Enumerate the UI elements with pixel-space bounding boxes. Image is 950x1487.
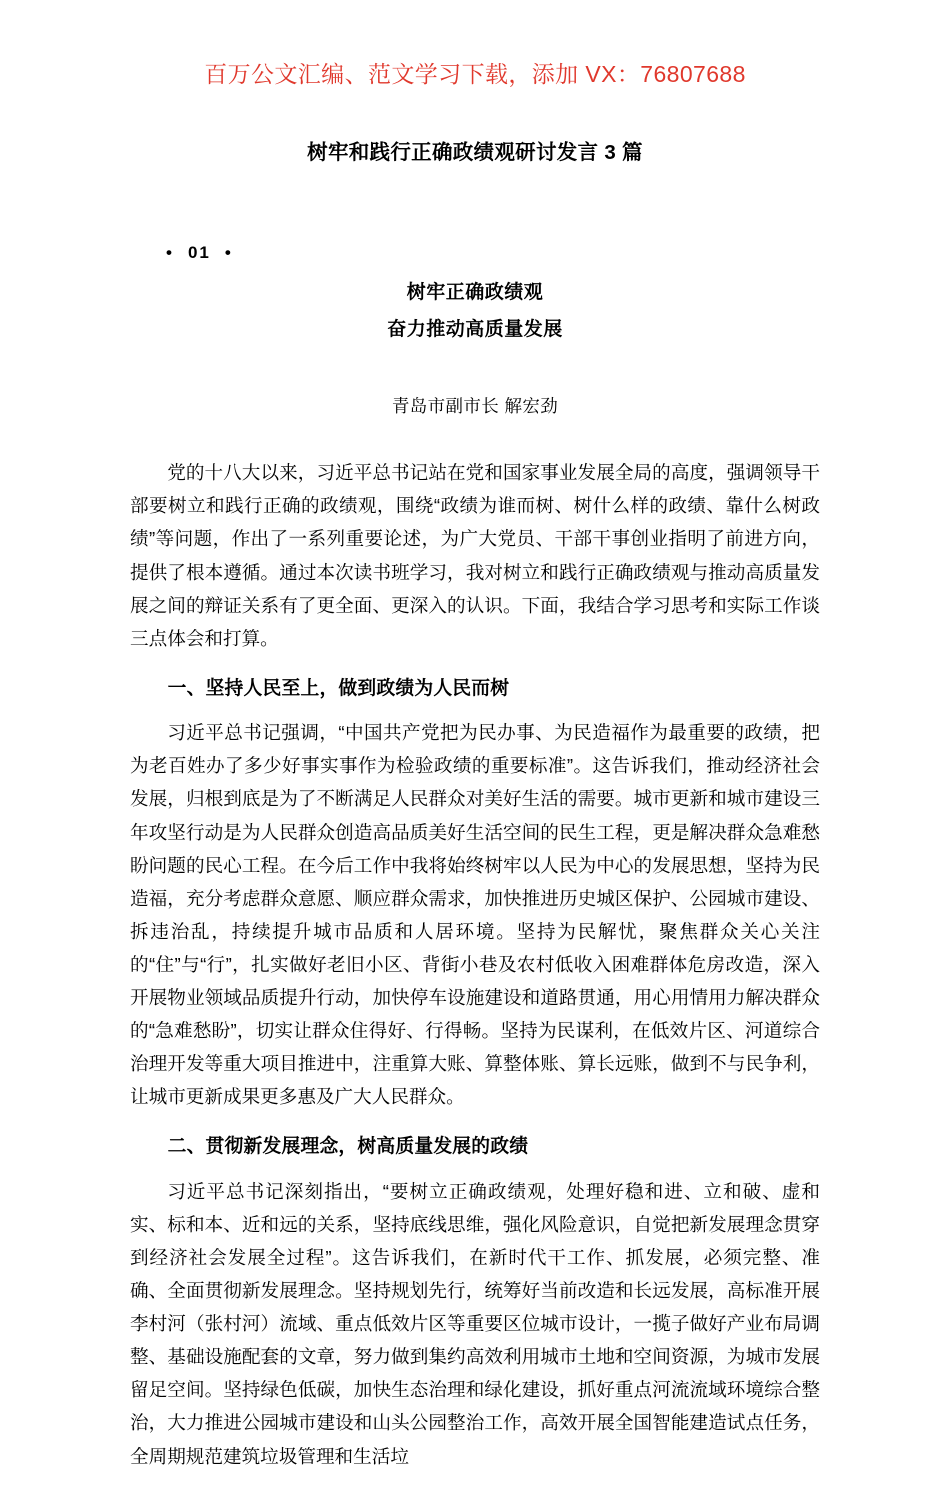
promo-banner: 百万公文汇编、范文学习下载，添加 VX：76807688 [204, 61, 746, 87]
section-paragraph-1: 习近平总书记强调，“中国共产党把为民办事、为民造福作为最重要的政绩，把为老百姓办了多少好事实事作为检验政绩的重要标准”。这告诉我们，推动经济社会发展，归根到底是为了不断满足人民群众对美好生活的需要。城市更新和城市建设三年攻坚行动是为人民群众创造高品质美好生活空间的民生工程，更是解决群众急难愁盼问题的民心工程。在今后工作中我将始终树牢以人民为中心的发展思想，坚持为民造福，充分考虑群众意愿、顺应群众需求，加快推进历史城区保护、公园城市建设、拆违治乱，持续提升城市品质和人居环境。坚持为民解忧，聚焦群众关心关注的“住”与“行”，扎实做好老旧小区、背街小巷及农村低收入困难群体危房改造，深入开展物业领域品质提升行动，加快停车设施建设和道路贯通，用心用情用力解决群众的“急难愁盼”，切实让群众住得好、行得畅。坚持为民谋利，在低效片区、河道综合治理开发等重大项目推进中，注重算大账、算整体账、算长远账，做到不与民争利，让城市更新成果更多惠及广大人民群众。 [130, 722, 820, 1108]
bullet-dot-right-icon: • [224, 242, 233, 262]
section-marker [130, 239, 820, 266]
bullet-dot-left-icon: • [166, 242, 174, 262]
section-paragraph-2: 习近平总书记深刻指出，“要树立正确政绩观，处理好稳和进、立和破、虚和实、标和本、近和远的关系，坚持底线思维，强化风险意识，自觉把新发展理念贯穿到经济社会发展全过程”。这告诉我们，在新时代干工作、抓发展，必须完整、准确、全面贯彻新发展理念。坚持规划先行，统筹好当前改造和长远发展，高标准开展李村河（张村河）流域、重点低效片区等重要区位城市设计，一揽子做好产业布局调整、基础设施配套的文章，努力做到集约高效利用城市土地和空间资源，为城市发展留足空间。坚持绿色低碳，加快生态治理和绿化建设，抓好重点河流流域环境综合整治，大力推进公园城市建设和山头公园整治工作，高效开展全国智能建造试点任务，全周期规范建筑垃圾管理和生活垃 [130, 1180, 820, 1467]
section-heading-2: 二、贯彻新发展理念，树高质量发展的政绩 [167, 1135, 529, 1157]
page-title: 树牢和践行正确政绩观研讨发言 3 篇 [307, 141, 643, 165]
bottom-spacer [130, 1473, 820, 1487]
section-marker-number: 01 [187, 242, 211, 262]
section-heading-1: 一、坚持人民至上，做到政绩为人民而树 [167, 676, 510, 698]
subtitle-line-2: 奋力推动高质量发展 [387, 319, 563, 341]
byline: 青岛市副市长 解宏劲 [391, 396, 559, 417]
subtitle-line-1: 树牢正确政绩观 [406, 282, 544, 304]
document-content [130, 0, 820, 1487]
intro-paragraph: 党的十八大以来，习近平总书记站在党和国家事业发展全局的高度，强调领导干部要树立和践行正确的政绩观，围绕“政绩为谁而树、树什么样的政绩、靠什么树政绩”等问题，作出了一系列重要论述，为广大党员、干部干事创业指明了前进方向，提供了根本遵循。通过本次读书班学习，我对树立和践行正确政绩观与推动高质量发展之间的辩证关系有了更全面、更深入的认识。下面，我结合学习思考和实际工作谈三点体会和打算。 [130, 462, 820, 649]
